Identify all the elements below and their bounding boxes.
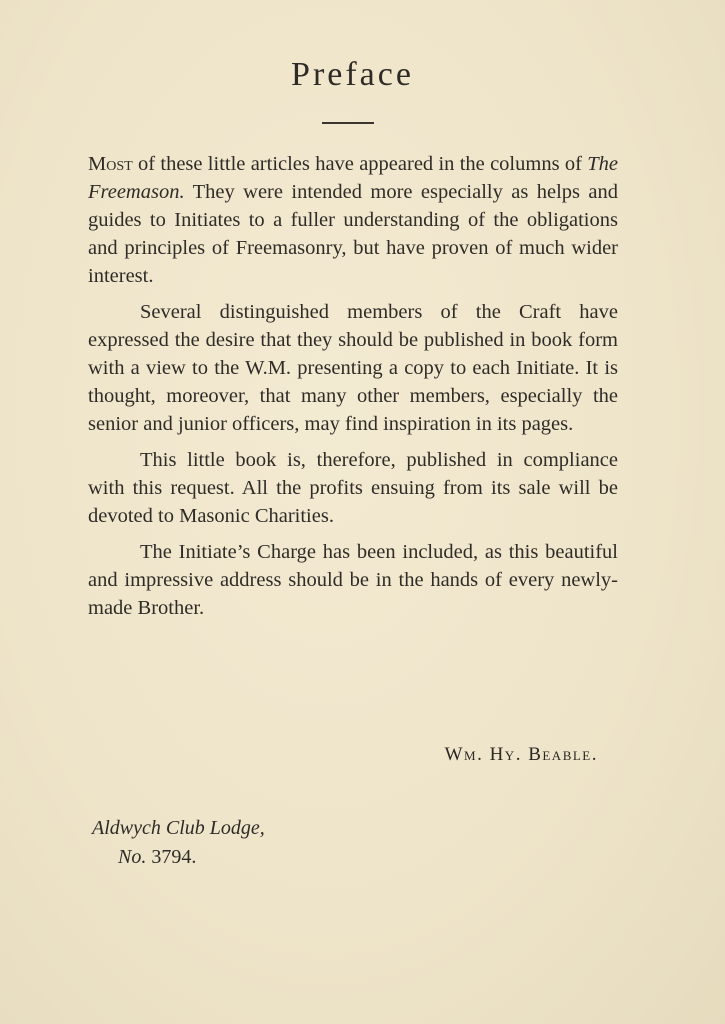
paragraph-2: Several distinguished members of the Craft have expressed the desire that they should be published in book form with a view to the W.M. presenting a copy to each Initiate. It is thought, moreover, that many other members, especially the senior and junior officers, may find inspiration in its pages.	[88, 301, 618, 435]
lodge-block	[92, 814, 265, 872]
lodge-number-prefix: No.	[118, 846, 147, 868]
paragraph-4: The Initiate’s Charge has been included, as this beautiful and impressive address should be in the hands of every newly-made Brother.	[88, 541, 618, 619]
page-title: Preface	[291, 56, 414, 93]
lodge-number: 3794.	[151, 846, 197, 868]
author-signature: Wm. Hy. Beable.	[444, 744, 598, 765]
lodge-name: Aldwych Club Lodge,	[92, 817, 265, 839]
preface-body	[88, 150, 618, 630]
paragraph-1	[88, 150, 618, 290]
paragraph-1-text-a: of these little articles have appeared in the columns of	[132, 153, 588, 175]
title-divider	[322, 122, 374, 124]
paragraph-3: This little book is, therefore, published in compliance with this request. All the profits ensuing from its sale will be devoted to Masonic Charities.	[88, 449, 618, 527]
paragraph-1-first-word: Most	[88, 153, 133, 175]
paragraph-1-text-b: They were intended more especially as helps and guides to Initiates to a fuller understanding of the obligations and principles of Freemasonry, but have proven of much wider interest.	[88, 181, 618, 287]
publication-title: The Freemason.	[88, 153, 618, 203]
lodge-number-line	[92, 843, 265, 872]
